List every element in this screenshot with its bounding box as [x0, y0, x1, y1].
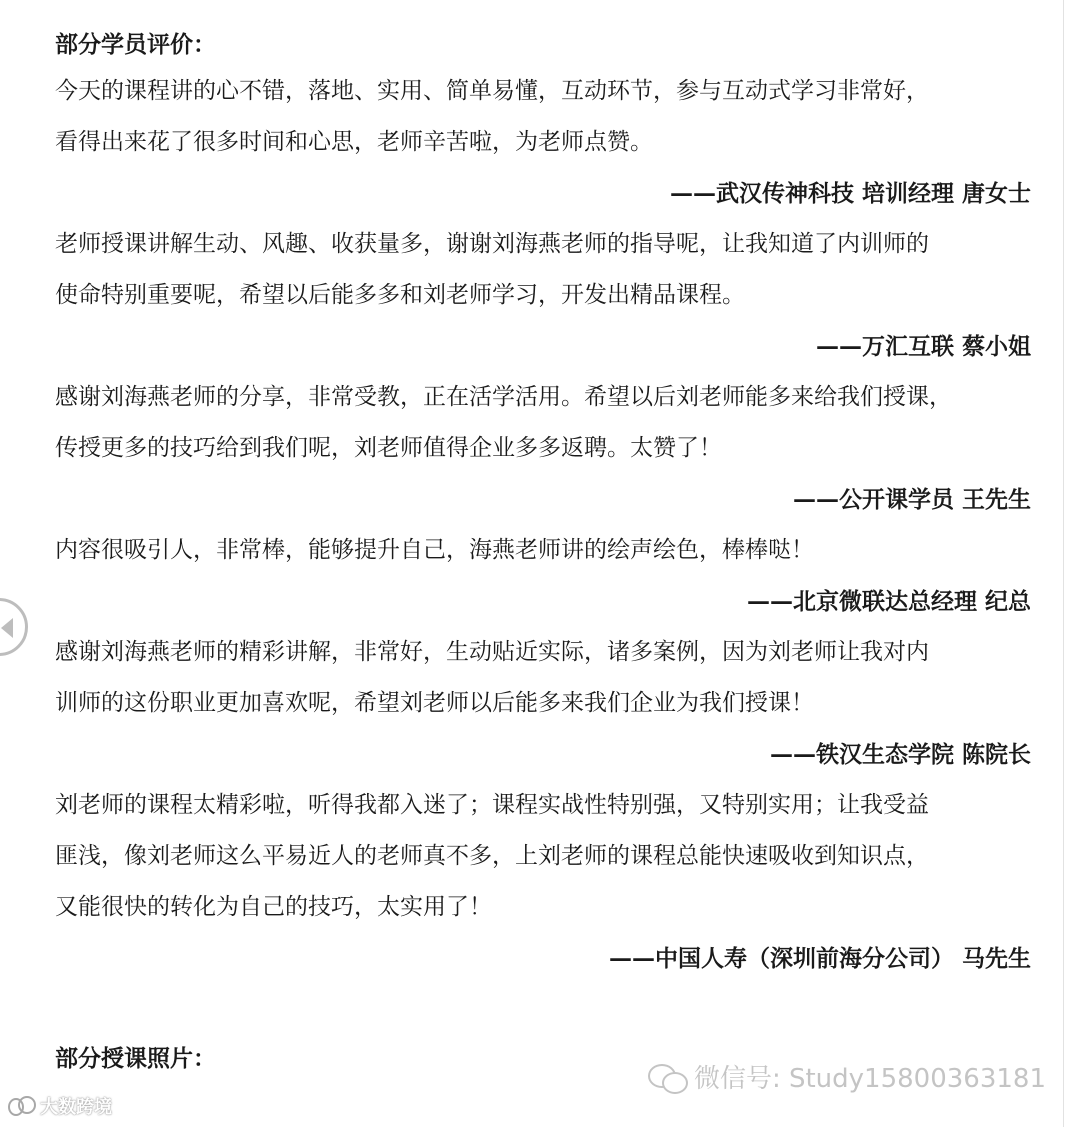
reviews-section-title: 部分学员评价： — [55, 31, 216, 58]
review-text-line: 传授更多的技巧给到我们呢，刘老师值得企业多多返聘。太赞了！ — [55, 435, 722, 461]
prev-page-button[interactable] — [0, 598, 28, 656]
chevron-left-icon — [1, 618, 13, 638]
review-text-line: 刘老师的课程太精彩啦，听得我都入迷了；课程实战性特别强，又特别实用；让我受益 — [55, 792, 929, 818]
review-signature: ——中国人寿（深圳前海分公司） 马先生 — [608, 945, 1031, 972]
review-text-line: 感谢刘海燕老师的精彩讲解，非常好，生动贴近实际，诸多案例，因为刘老师让我对内 — [55, 639, 929, 665]
review-text-line: 今天的课程讲的心不错，落地、实用、简单易懂，互动环节，参与互动式学习非常好， — [55, 78, 929, 104]
review-text-line: 内容很吸引人，非常棒，能够提升自己，海燕老师讲的绘声绘色，棒棒哒！ — [55, 537, 814, 563]
review-text-line: 老师授课讲解生动、风趣、收获量多，谢谢刘海燕老师的指导呢，让我知道了内训师的 — [55, 231, 929, 257]
review-text-line: 看得出来花了很多时间和心思，老师辛苦啦，为老师点赞。 — [55, 129, 653, 155]
review-block — [55, 219, 1031, 372]
review-signature: ——万汇互联 蔡小姐 — [815, 333, 1031, 360]
review-signature: ——北京微联达总经理 纪总 — [746, 588, 1031, 615]
section-spacer — [55, 984, 1031, 1038]
photos-section-title: 部分授课照片： — [55, 1045, 216, 1072]
brand-logo-icon — [8, 1096, 36, 1116]
review-text-line: 感谢刘海燕老师的分享，非常受教，正在活学活用。希望以后刘老师能多来给我们授课， — [55, 384, 952, 410]
document-body — [55, 24, 1031, 1080]
review-signature: ——武汉传神科技 培训经理 唐女士 — [669, 180, 1031, 207]
wechat-id-text: 微信号: Study15800363181 — [693, 1064, 1046, 1094]
review-text-line: 又能很快的转化为自己的技巧，太实用了！ — [55, 894, 492, 920]
brand-name-text: 大数跨境 — [40, 1097, 112, 1118]
review-block — [55, 66, 1031, 219]
review-block — [55, 780, 1031, 984]
review-signature: ——公开课学员 王先生 — [792, 486, 1031, 513]
brand-watermark — [8, 1093, 112, 1119]
review-text-line: 使命特别重要呢，希望以后能多多和刘老师学习，开发出精品课程。 — [55, 282, 745, 308]
review-block — [55, 525, 1031, 627]
page-right-border — [1063, 0, 1064, 1127]
wechat-watermark — [648, 1058, 1046, 1095]
review-text-line: 匪浅，像刘老师这么平易近人的老师真不多，上刘老师的课程总能快速吸收到知识点， — [55, 843, 929, 869]
review-text-line: 训师的这份职业更加喜欢呢，希望刘老师以后能多来我们企业为我们授课！ — [55, 690, 814, 716]
wechat-icon — [648, 1062, 688, 1092]
review-block — [55, 627, 1031, 780]
review-block — [55, 372, 1031, 525]
review-signature: ——铁汉生态学院 陈院长 — [769, 741, 1031, 768]
